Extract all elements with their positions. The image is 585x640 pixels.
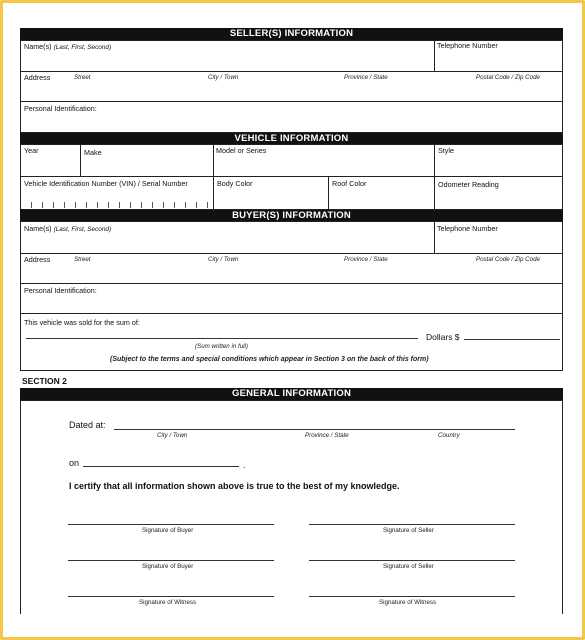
terms-note: (Subject to the terms and special conditions which appear in Section 3 on the back of this form) bbox=[110, 356, 429, 363]
dated-province-hint: Province / State bbox=[305, 432, 349, 439]
year-field[interactable] bbox=[22, 156, 78, 174]
seller-province-hint: Province / State bbox=[344, 74, 388, 81]
vin-tick bbox=[64, 202, 65, 208]
seller-city-hint: City / Town bbox=[208, 74, 239, 81]
buyer-province-hint: Province / State bbox=[344, 256, 388, 263]
dollars-label: Dollars $ bbox=[426, 332, 460, 342]
buyer-postal-hint: Postal Code / Zip Code bbox=[476, 256, 540, 263]
buyer-city-hint: City / Town bbox=[208, 256, 239, 263]
vehicle-header: VEHICLE INFORMATION bbox=[20, 133, 563, 144]
buyer-signature-line-1[interactable] bbox=[68, 524, 274, 525]
buyer-telephone-label: Telephone Number bbox=[437, 224, 498, 233]
divider bbox=[20, 253, 563, 254]
odometer-field[interactable] bbox=[436, 192, 560, 208]
divider bbox=[434, 144, 435, 210]
vin-tick bbox=[108, 202, 109, 208]
seller-postal-hint: Postal Code / Zip Code bbox=[476, 74, 540, 81]
vin-tick bbox=[42, 202, 43, 208]
vin-tick bbox=[75, 202, 76, 208]
general-header: GENERAL INFORMATION bbox=[20, 388, 563, 400]
roof-color-field[interactable] bbox=[330, 190, 432, 208]
seller-signature-label-2: Signature of Seller bbox=[383, 563, 434, 570]
vin-tick bbox=[152, 202, 153, 208]
model-field[interactable] bbox=[215, 156, 432, 174]
divider bbox=[20, 283, 563, 284]
vin-tick bbox=[86, 202, 87, 208]
buyer-signature-label-2: Signature of Buyer bbox=[142, 563, 194, 570]
buyer-names-field[interactable] bbox=[22, 234, 432, 252]
make-field[interactable] bbox=[82, 158, 211, 174]
body-color-field[interactable] bbox=[215, 190, 326, 208]
vin-tick bbox=[141, 202, 142, 208]
divider bbox=[80, 144, 81, 176]
dated-at-label: Dated at: bbox=[69, 420, 106, 430]
seller-witness-line[interactable] bbox=[309, 596, 515, 597]
seller-names-field[interactable] bbox=[22, 52, 432, 70]
vin-tick bbox=[97, 202, 98, 208]
seller-signature-label-1: Signature of Seller bbox=[383, 527, 434, 534]
sum-written-line[interactable] bbox=[26, 338, 418, 339]
divider bbox=[20, 176, 563, 177]
seller-header: SELLER(S) INFORMATION bbox=[20, 28, 563, 40]
seller-address-field[interactable] bbox=[22, 82, 560, 100]
section2-title: SECTION 2 bbox=[22, 376, 67, 386]
seller-personal-id-field[interactable] bbox=[110, 104, 560, 130]
roof-color-label: Roof Color bbox=[332, 179, 367, 188]
buyer-personal-id-label: Personal Identification: bbox=[24, 286, 97, 295]
sold-for-label: This vehicle was sold for the sum of: bbox=[24, 318, 140, 327]
vin-tick bbox=[196, 202, 197, 208]
vin-tick bbox=[130, 202, 131, 208]
dated-city-hint: City / Town bbox=[157, 432, 188, 439]
dated-at-line[interactable] bbox=[114, 429, 515, 430]
buyer-signature-line-2[interactable] bbox=[68, 560, 274, 561]
buyer-address-label: Address bbox=[24, 255, 51, 264]
year-label: Year bbox=[24, 146, 39, 155]
divider bbox=[213, 144, 214, 210]
seller-witness-label: Signature of Witness bbox=[379, 599, 437, 606]
on-label: on bbox=[69, 458, 80, 468]
seller-names-label: Name(s) (Last, First, Second) bbox=[24, 42, 112, 51]
divider bbox=[20, 101, 563, 102]
buyer-telephone-field[interactable] bbox=[436, 234, 560, 252]
seller-telephone-field[interactable] bbox=[436, 51, 560, 69]
buyer-witness-label: Signature of Witness bbox=[139, 599, 197, 606]
buyer-names-label: Name(s) (Last, First, Second) bbox=[24, 224, 112, 233]
vin-field[interactable] bbox=[22, 190, 211, 208]
date-line[interactable] bbox=[83, 466, 239, 467]
seller-personal-id-label: Personal Identification: bbox=[24, 104, 97, 113]
general-box bbox=[20, 400, 563, 614]
seller-address-label: Address bbox=[24, 73, 51, 82]
model-label: Model or Series bbox=[216, 146, 267, 155]
sum-written-hint: (Sum written in full) bbox=[195, 343, 248, 350]
divider bbox=[434, 40, 435, 71]
style-label: Style bbox=[438, 146, 454, 155]
buyer-header: BUYER(S) INFORMATION bbox=[20, 210, 563, 221]
odometer-label: Odometer Reading bbox=[438, 180, 499, 189]
date-period: . bbox=[243, 460, 246, 470]
divider bbox=[434, 221, 435, 253]
dated-country-hint: Country bbox=[438, 432, 460, 439]
seller-signature-line-1[interactable] bbox=[309, 524, 515, 525]
vin-tick bbox=[119, 202, 120, 208]
seller-street-hint: Street bbox=[74, 74, 91, 81]
body-color-label: Body Color bbox=[217, 179, 253, 188]
buyer-signature-label-1: Signature of Buyer bbox=[142, 527, 194, 534]
vin-tick bbox=[174, 202, 175, 208]
dollars-amount-line[interactable] bbox=[464, 339, 560, 340]
buyer-witness-line[interactable] bbox=[68, 596, 274, 597]
divider bbox=[20, 71, 563, 72]
style-field[interactable] bbox=[436, 156, 560, 174]
seller-telephone-label: Telephone Number bbox=[437, 41, 498, 50]
vin-tick bbox=[163, 202, 164, 208]
vin-tick bbox=[185, 202, 186, 208]
seller-signature-line-2[interactable] bbox=[309, 560, 515, 561]
certify-statement: I certify that all information shown above is true to the best of my knowledge. bbox=[69, 481, 400, 491]
vin-tick bbox=[31, 202, 32, 208]
buyer-personal-id-field[interactable] bbox=[110, 286, 560, 311]
vin-tick bbox=[53, 202, 54, 208]
make-label: Make bbox=[84, 148, 102, 157]
vin-tick bbox=[207, 202, 208, 208]
divider bbox=[328, 176, 329, 210]
buyer-street-hint: Street bbox=[74, 256, 91, 263]
buyer-address-field[interactable] bbox=[22, 264, 560, 282]
divider bbox=[20, 313, 563, 314]
vin-label: Vehicle Identification Number (VIN) / Serial Number bbox=[24, 179, 188, 188]
